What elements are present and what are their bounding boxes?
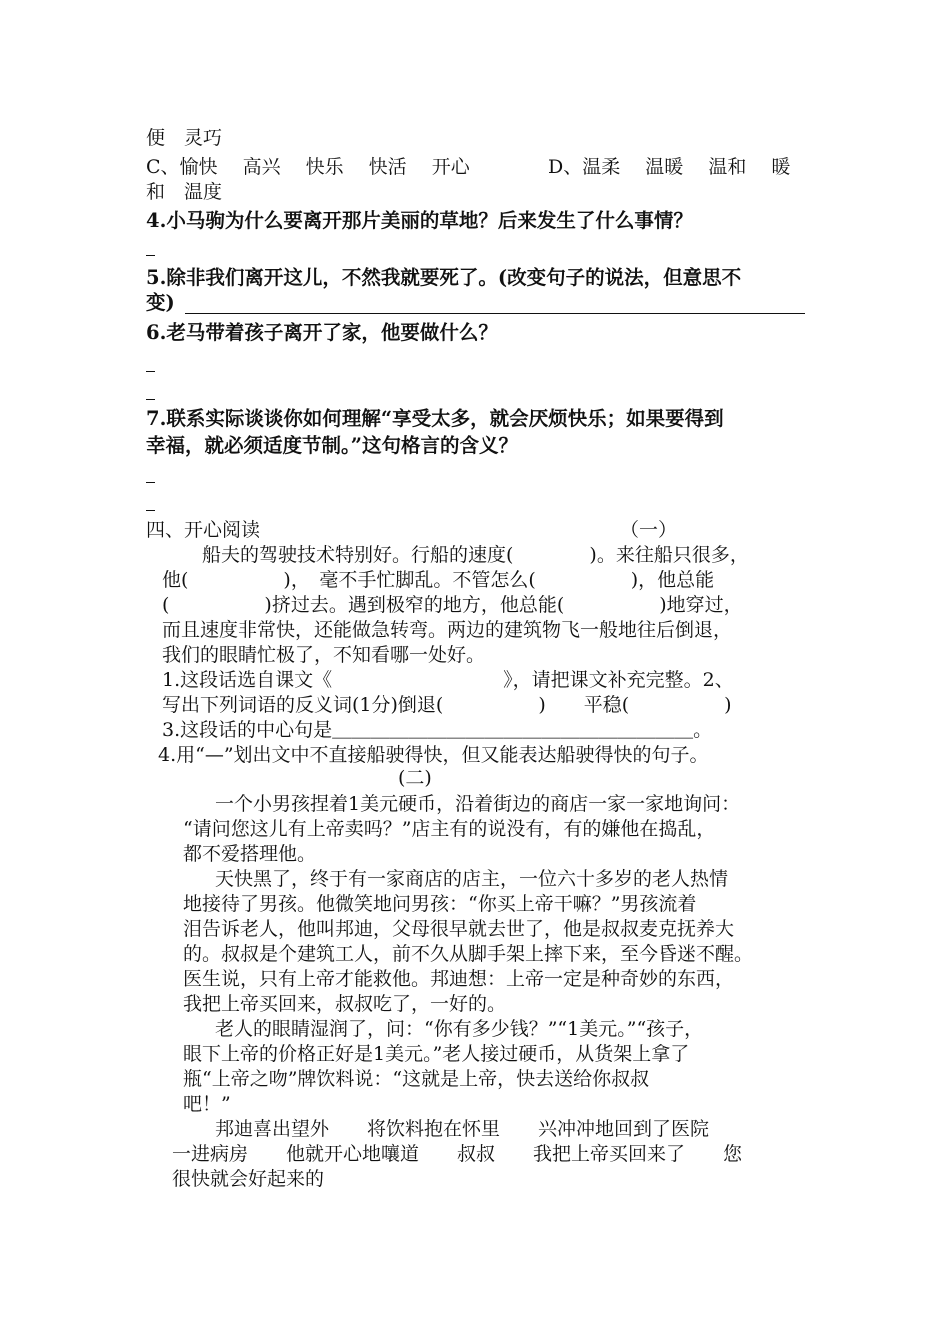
passage-5-line: 很快就会好起来的 [172,1168,325,1190]
passage-3-line: 泪告诉老人，他叫邦迪，父母很早就去世了，他是叔叔麦克抚养大 [183,918,735,940]
passage-3-line: 医生说，只有上帝才能救他。邦迪想：上帝一定是种奇妙的东西， [183,968,735,990]
passage-1-line: 船夫的驾驶技术特别好。行船的速度( )。来往船只很多， [202,544,749,566]
passage-2-line: 都不爱搭理他。 [183,843,317,865]
answer-line[interactable] [146,371,155,372]
section-heading: 四、开心阅读 [146,519,261,541]
part-1-question-1: 1.这段话选自课文《 》，请把课文补充完整。2、 [162,669,734,691]
passage-2-line: “请问您这儿有上帝卖吗？”店主有的说没有，有的嫌他在捣乱， [183,818,716,840]
passage-4-line: 老人的眼睛湿润了，问：“你有多少钱？”“1美元。”“孩子， [215,1018,704,1040]
passage-1-line: 我们的眼睛忙极了，不知看哪一处好。 [162,644,486,666]
passage-1-line: 他( )， 毫不手忙脚乱。不管怎么( )，他总能 [162,569,715,591]
passage-1-line: ( )挤过去。遇到极窄的地方，他总能( )地穿过， [162,594,743,616]
option-b-tail: 便 灵巧 [146,127,223,149]
passage-3-line: 天快黑了，终于有一家商店的店主，一位六十多岁的老人热情 [215,868,729,890]
question-7-line-2: 幸福，就必须适度节制。”这句格言的含义？ [146,434,518,457]
question-4: 4.小马驹为什么要离开那片美丽的草地？后来发生了什么事情？ [146,209,693,232]
passage-4-line: 吧！” [183,1093,231,1115]
passage-5-line: 一进病房 他就开心地嚷道 叔叔 我把上帝买回来了 您 [172,1143,743,1165]
answer-line[interactable] [146,482,155,483]
passage-1-line: 而且速度非常快，还能做急转弯。两边的建筑物飞一般地往后倒退， [162,619,733,641]
passage-3-line: 的。叔叔是个建筑工人，前不久从脚手架上摔下来，至今昏迷不醒。 [183,943,754,965]
option-c: C、愉快 高兴 快乐 快活 开心 [146,156,470,178]
part-1-question-2: 写出下列词语的反义词(1分)倒退( ) 平稳( ) [162,694,732,716]
question-7-line-1: 7.联系实际谈谈你如何理解“享受太多，就会厌烦快乐；如果要得到 [146,407,724,430]
option-d-tail: 和 温度 [146,181,223,203]
answer-line[interactable] [146,510,155,511]
passage-3-line: 地接待了男孩。他微笑地问男孩：“你买上帝干嘛？”男孩流着 [183,893,697,915]
question-5-line-1: 5.除非我们离开这儿，不然我就要死了。(改变句子的说法，但意思不 [146,266,742,289]
passage-3-line: 我把上帝买回来，叔叔吃了，一好的。 [183,993,507,1015]
part-1-question-4: 4.用“—”划出文中不直接船驶得快，但又能表达船驶得快的句子。 [158,744,709,766]
passage-5-line: 邦迪喜出望外 将饮料抱在怀里 兴冲冲地回到了医院 [215,1118,710,1140]
passage-2-line: 一个小男孩捏着1美元硬币，沿着街边的商店一家一家地询问： [215,793,741,815]
answer-line[interactable] [146,255,155,256]
part-1-label: （一） [620,519,678,541]
option-d: D、温柔 温暖 温和 暖 [548,156,791,178]
passage-4-line: 瓶“上帝之吻”牌饮料说：“这就是上帝，快去送给你叔叔 [183,1068,650,1090]
part-2-label: (二) [398,767,432,789]
answer-line[interactable] [146,399,155,400]
part-1-question-3: 3.这段话的中心句是＿＿＿＿＿＿＿＿＿＿＿＿＿＿＿＿＿＿＿。 [162,719,713,741]
question-6: 6.老马带着孩子离开了家，他要做什么？ [146,321,498,344]
answer-line[interactable] [185,313,805,314]
question-5-line-2: 变) [146,291,175,314]
passage-4-line: 眼下上帝的价格正好是1美元。”老人接过硬币，从货架上拿了 [183,1043,690,1065]
